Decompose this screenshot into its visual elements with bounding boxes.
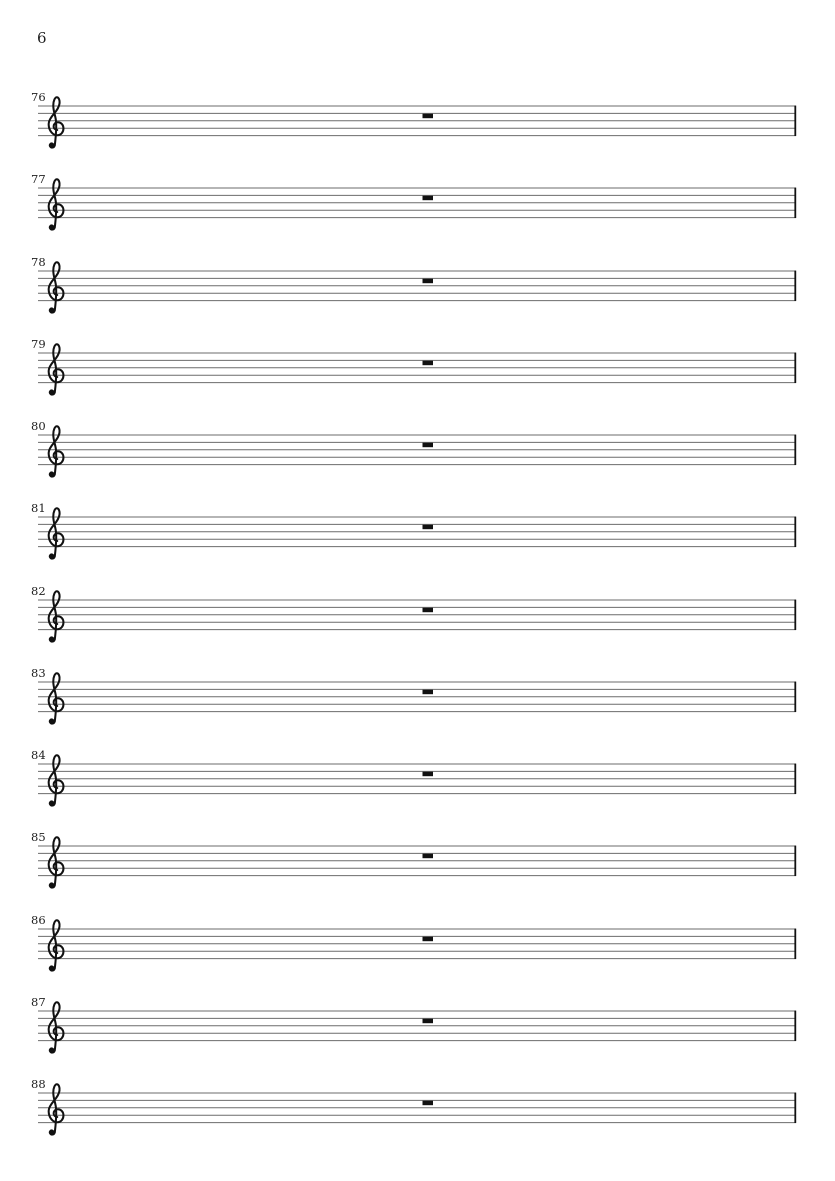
measure-number: 85: [31, 830, 46, 845]
measure-number: 87: [31, 994, 46, 1009]
treble-clef-icon: [49, 920, 64, 971]
barline: [794, 599, 796, 629]
whole-rest-icon: [423, 936, 434, 941]
whole-rest-icon: [423, 278, 434, 283]
staff-system: [30, 564, 805, 648]
whole-rest-icon: [423, 607, 434, 612]
measure-number: 81: [31, 501, 46, 516]
staff: [30, 893, 805, 977]
barline: [794, 1093, 796, 1123]
measure-number: 76: [31, 90, 46, 104]
staff: [30, 317, 805, 401]
barline: [794, 928, 796, 958]
treble-clef-icon: [49, 755, 64, 806]
staff-system: [30, 70, 805, 154]
staff: [30, 399, 805, 483]
staff-lines: [38, 271, 796, 301]
treble-clef-icon: [49, 1002, 64, 1053]
whole-rest-icon: [423, 854, 434, 859]
whole-rest-icon: [423, 360, 434, 365]
treble-clef-icon: [49, 673, 64, 724]
staff: [30, 728, 805, 812]
staff-system: [30, 893, 805, 977]
staff-lines: [38, 764, 796, 794]
treble-clef-icon: [49, 1084, 64, 1135]
whole-rest-icon: [423, 772, 434, 777]
staff: [30, 975, 805, 1059]
staff-lines: [38, 1093, 796, 1123]
staff-lines: [38, 682, 796, 712]
staff-lines: [38, 106, 796, 136]
treble-clef-icon: [49, 591, 64, 642]
whole-rest-icon: [423, 689, 434, 694]
staff-system: [30, 152, 805, 236]
barline: [794, 188, 796, 218]
treble-clef-icon: [49, 344, 64, 395]
barline: [794, 517, 796, 547]
measure-number: 86: [31, 912, 46, 927]
staff-lines: [38, 1011, 796, 1041]
barline: [794, 846, 796, 876]
treble-clef-icon: [49, 262, 64, 313]
staff-system: [30, 728, 805, 812]
measure-number: 77: [31, 172, 46, 187]
measure-number: 84: [31, 748, 46, 762]
measure-number: 79: [31, 336, 46, 351]
barline: [794, 106, 796, 136]
measure-number: 88: [31, 1077, 46, 1091]
staff-system: [30, 399, 805, 483]
staff-system: [30, 646, 805, 730]
measure-number: 83: [31, 665, 46, 680]
staff-lines: [38, 435, 796, 465]
measure-number: 78: [31, 254, 46, 269]
staff-system: [30, 481, 805, 565]
staff-lines: [38, 517, 796, 547]
barline: [794, 764, 796, 794]
treble-clef-icon: [49, 426, 64, 477]
staff-system: [30, 1057, 805, 1141]
staff-system: [30, 317, 805, 401]
whole-rest-icon: [423, 525, 434, 530]
barline: [794, 270, 796, 300]
staff: [30, 810, 805, 894]
staff: [30, 1057, 805, 1141]
treble-clef-icon: [49, 508, 64, 559]
staff-lines: [38, 600, 796, 630]
staff-system: [30, 810, 805, 894]
barline: [794, 435, 796, 465]
whole-rest-icon: [423, 1018, 434, 1023]
measure-number: 80: [31, 419, 46, 433]
staff-lines: [38, 353, 796, 383]
treble-clef-icon: [49, 97, 64, 148]
staff-system: [30, 235, 805, 319]
whole-rest-icon: [423, 1101, 434, 1106]
staff: [30, 646, 805, 730]
whole-rest-icon: [423, 443, 434, 448]
staff: [30, 70, 805, 154]
staff: [30, 152, 805, 236]
staff: [30, 564, 805, 648]
measure-number: 82: [31, 583, 46, 598]
page-number: 6: [37, 29, 47, 47]
staff: [30, 235, 805, 319]
staff: [30, 481, 805, 565]
treble-clef-icon: [49, 837, 64, 888]
staff-system: [30, 975, 805, 1059]
staff-lines: [38, 846, 796, 876]
staff-lines: [38, 929, 796, 959]
treble-clef-icon: [49, 179, 64, 230]
barline: [794, 1010, 796, 1040]
barline: [794, 352, 796, 382]
barline: [794, 681, 796, 711]
whole-rest-icon: [423, 114, 434, 119]
whole-rest-icon: [423, 196, 434, 201]
staff-lines: [38, 188, 796, 218]
